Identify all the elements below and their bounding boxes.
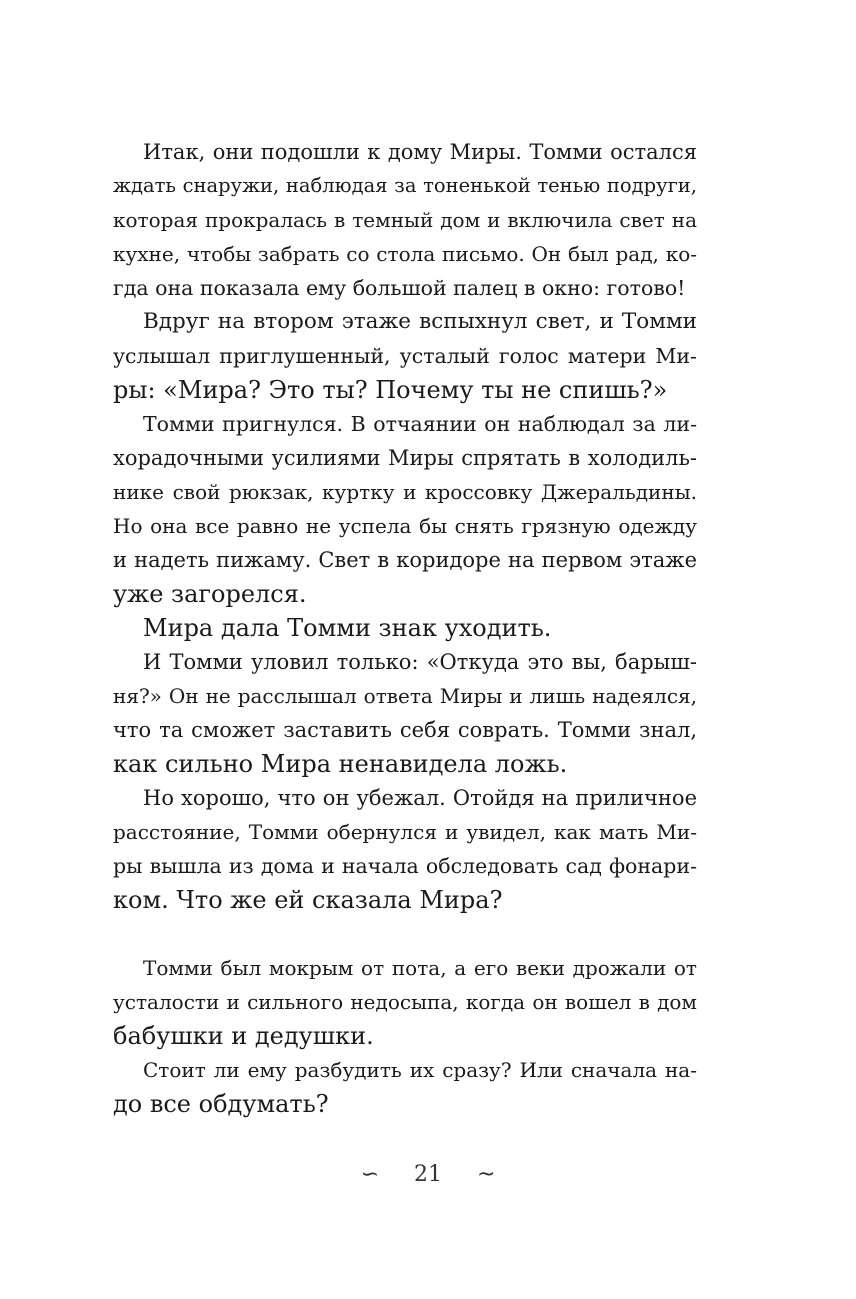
text-line: ры вышла из дома и начала обследовать сад фонари- [113,854,697,878]
text-line: до все обдумать? [113,1090,329,1118]
text-line: Томми был мокрым от пота, а его веки дрожали от [143,956,697,980]
page-footer [0,1158,856,1192]
text-line: ждать снаружи, наблюдая за тоненькой тенью подруги, [113,174,697,197]
text-line: хорадочными усилиями Миры спрятать в холодиль- [113,446,697,470]
text-line: Томми пригнулся. В отчаянии он наблюдал за ли- [143,412,697,436]
text-line: И Томми уловил только: «Откуда это вы, барыш- [143,650,697,674]
text-line: Но хорошо, что он убежал. Отойдя на приличное [143,786,697,810]
text-line: расстояние, Томми обернулся и увидел, как мать Ми- [113,820,697,844]
text-line: Но она все равно не успела бы снять грязную одежду [113,514,697,538]
page-number: 21 [414,1162,442,1187]
text-line: гда она показала ему большой палец в окно: готово! [113,276,686,300]
ornament-left-icon: ∽ [360,1162,379,1187]
text-line: Стоит ли ему разбудить их сразу? Или сначала на- [143,1058,697,1082]
text-line: Вдруг на втором этаже вспыхнул свет, и Томми [143,309,697,334]
text-line: и надеть пижаму. Свет в коридоре на первом этаже [113,548,697,572]
text-line: услышал приглушенный, усталый голос матери Ми- [113,344,697,368]
text-line: что та сможет заставить себя соврать. Томми знал, [113,718,697,742]
text-line: Итак, они подошли к дому Миры. Томми остался [143,140,697,164]
text-line: кухне, чтобы забрать со стола письмо. Он был рад, ко- [113,242,697,266]
text-line: которая прокралась в темный дом и включила свет на [113,208,697,232]
text-line: уже загорелся. [113,580,307,608]
text-line: ры: «Мира? Это ты? Почему ты не спишь?» [113,376,668,404]
text-line: как сильно Мира ненавидела ложь. [113,750,568,778]
text-line: ня?» Он не расслышал ответа Миры и лишь надеялся, [113,684,697,708]
ornament-right-icon: ~ [477,1162,496,1187]
text-line: Мира дала Томми знак уходить. [143,614,552,642]
text-line: усталости и сильного недосыпа, когда он вошел в дом [113,990,697,1014]
text-line: бабушки и дедушки. [113,1022,374,1050]
text-line: ком. Что же ей сказала Мира? [113,886,503,914]
text-line: нике свой рюкзак, куртку и кроссовку Джеральдины. [113,480,697,504]
